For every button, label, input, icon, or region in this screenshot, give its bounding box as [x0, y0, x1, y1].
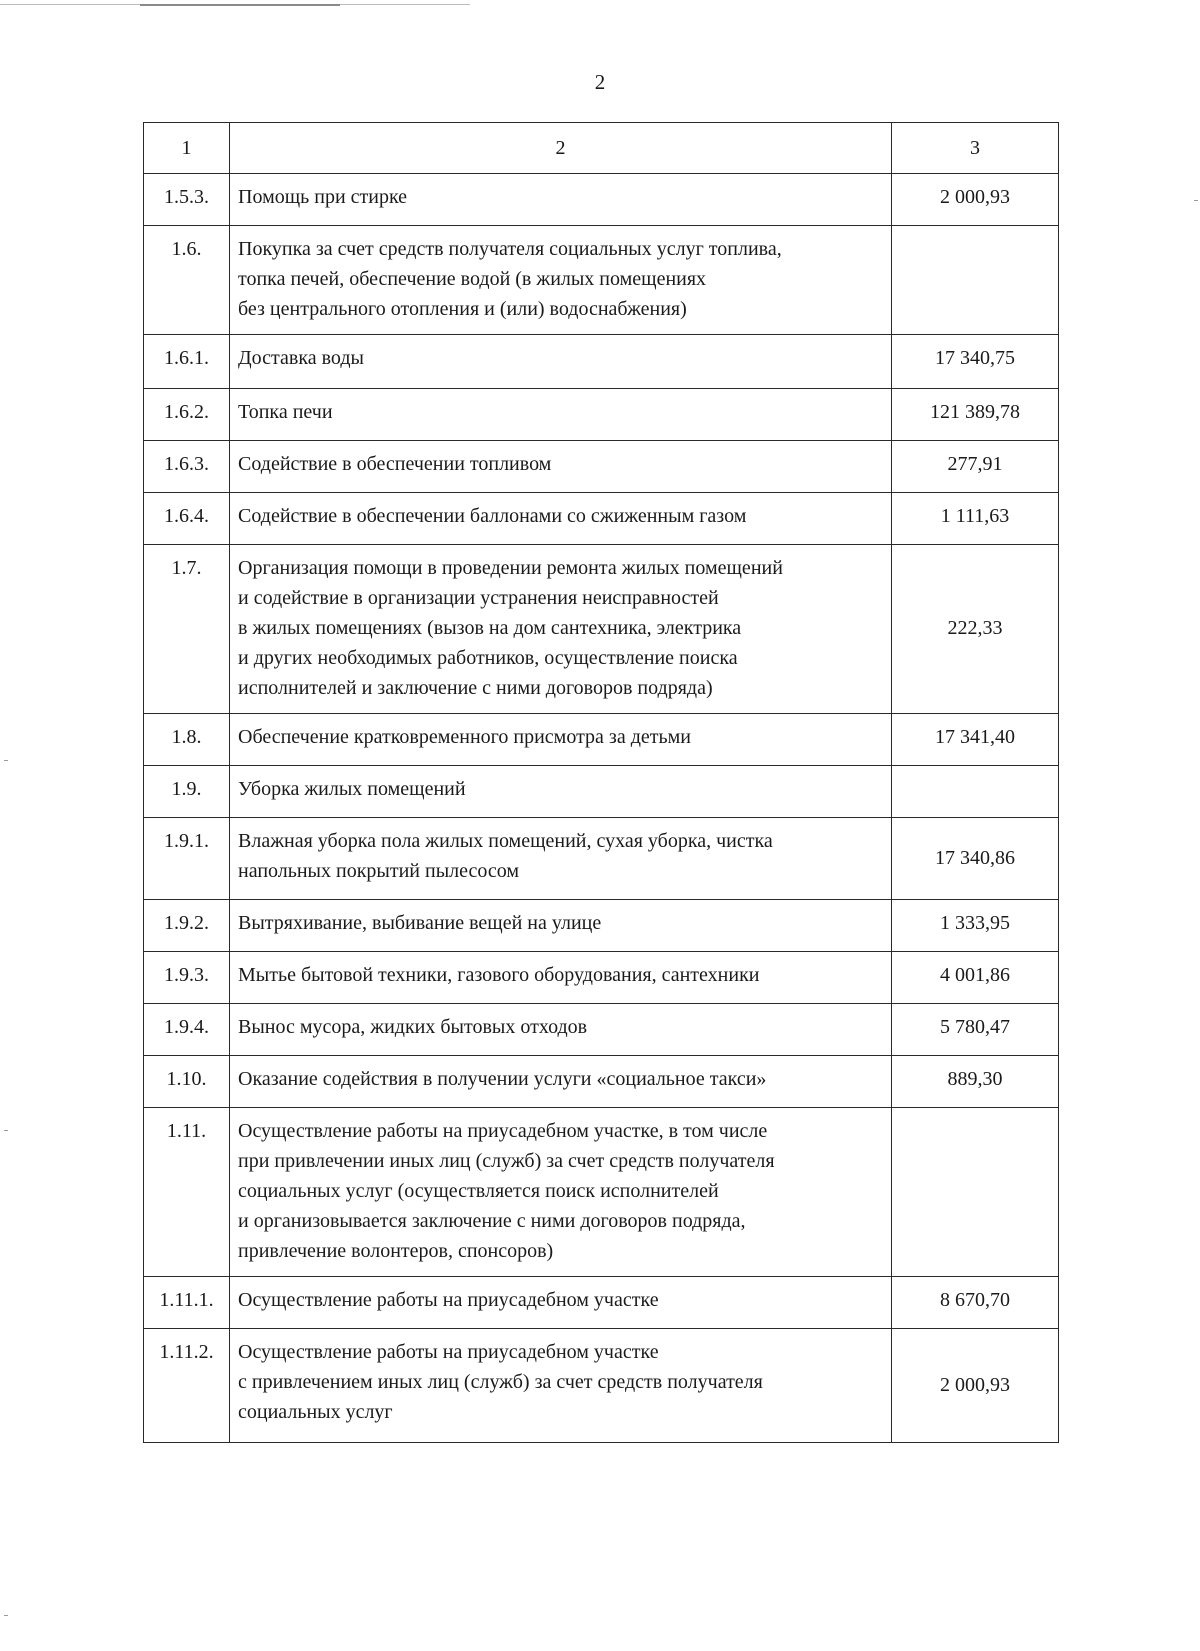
column-header: 1	[144, 123, 230, 174]
table-row	[144, 174, 1059, 226]
table-row	[144, 493, 1059, 545]
service-description: Вынос мусора, жидких бытовых отходов	[230, 1004, 892, 1056]
row-number: 1.8.	[144, 714, 230, 766]
service-rate-value	[892, 226, 1059, 335]
table-row	[144, 900, 1059, 952]
tariff-table	[143, 122, 1059, 1443]
row-number: 1.7.	[144, 545, 230, 714]
scan-speck	[4, 1130, 8, 1131]
service-description: Доставка воды	[230, 335, 892, 389]
table-row	[144, 818, 1059, 900]
service-description: Осуществление работы на приусадебном участке, в том числе при привлечении иных лиц (служб) за счет средств получателя социальных услуг (осуществляется поиск исполнителей и организовывается заключение с ними договоров подряда, привлечение волонтеров, спонсоров)	[230, 1108, 892, 1277]
row-number: 1.9.3.	[144, 952, 230, 1004]
service-description: Помощь при стирке	[230, 174, 892, 226]
row-number: 1.10.	[144, 1056, 230, 1108]
row-number: 1.11.1.	[144, 1277, 230, 1329]
service-description: Оказание содействия в получении услуги «социальное такси»	[230, 1056, 892, 1108]
service-description: Содействие в обеспечении топливом	[230, 441, 892, 493]
service-description: Осуществление работы на приусадебном участке с привлечением иных лиц (служб) за счет средств получателя социальных услуг	[230, 1329, 892, 1443]
table-row	[144, 1329, 1059, 1443]
table-row	[144, 389, 1059, 441]
scan-speck	[4, 760, 8, 761]
row-number: 1.11.	[144, 1108, 230, 1277]
service-rate-value: 1 333,95	[892, 900, 1059, 952]
service-description: Уборка жилых помещений	[230, 766, 892, 818]
column-header: 3	[892, 123, 1059, 174]
table-row	[144, 714, 1059, 766]
service-rate-value: 17 340,75	[892, 335, 1059, 389]
row-number: 1.6.2.	[144, 389, 230, 441]
table-row	[144, 952, 1059, 1004]
service-rate-value: 121 389,78	[892, 389, 1059, 441]
service-rate-value: 1 111,63	[892, 493, 1059, 545]
scan-speck	[4, 1615, 8, 1616]
tariff-table-body	[144, 123, 1059, 1443]
column-header: 2	[230, 123, 892, 174]
table-row	[144, 335, 1059, 389]
service-description: Покупка за счет средств получателя социальных услуг топлива, топка печей, обеспечение водой (в жилых помещениях без центрального отопления и (или) водоснабжения)	[230, 226, 892, 335]
table-row	[144, 441, 1059, 493]
table-row	[144, 226, 1059, 335]
scan-speck	[1194, 200, 1198, 201]
service-description: Вытряхивание, выбивание вещей на улице	[230, 900, 892, 952]
service-rate-value: 4 001,86	[892, 952, 1059, 1004]
page-number: 2	[594, 70, 606, 94]
service-rate-value: 222,33	[892, 545, 1059, 714]
service-rate-value	[892, 1108, 1059, 1277]
table-row	[144, 1277, 1059, 1329]
row-number: 1.6.4.	[144, 493, 230, 545]
table-row	[144, 1004, 1059, 1056]
service-description: Влажная уборка пола жилых помещений, сухая уборка, чистка напольных покрытий пылесосом	[230, 818, 892, 900]
table-row	[144, 1108, 1059, 1277]
service-description: Мытье бытовой техники, газового оборудования, сантехники	[230, 952, 892, 1004]
row-number: 1.9.4.	[144, 1004, 230, 1056]
service-rate-value: 5 780,47	[892, 1004, 1059, 1056]
service-description: Топка печи	[230, 389, 892, 441]
scan-edge-line-dark	[140, 4, 340, 6]
row-number: 1.6.3.	[144, 441, 230, 493]
row-number: 1.9.1.	[144, 818, 230, 900]
service-rate-value: 17 341,40	[892, 714, 1059, 766]
service-description: Содействие в обеспечении баллонами со сжиженным газом	[230, 493, 892, 545]
service-rate-value: 2 000,93	[892, 1329, 1059, 1443]
service-description: Осуществление работы на приусадебном участке	[230, 1277, 892, 1329]
table-header-row	[144, 123, 1059, 174]
service-description: Организация помощи в проведении ремонта жилых помещений и содействие в организации устранения неисправностей в жилых помещениях (вызов на дом сантехника, электрика и других необходимых работников, осуществление поиска исполнителей и заключение с ними договоров подряда)	[230, 545, 892, 714]
service-rate-value: 8 670,70	[892, 1277, 1059, 1329]
row-number: 1.5.3.	[144, 174, 230, 226]
table-row	[144, 1056, 1059, 1108]
row-number: 1.6.	[144, 226, 230, 335]
service-rate-value	[892, 766, 1059, 818]
service-rate-value: 17 340,86	[892, 818, 1059, 900]
table-row	[144, 766, 1059, 818]
service-description: Обеспечение кратковременного присмотра за детьми	[230, 714, 892, 766]
row-number: 1.9.2.	[144, 900, 230, 952]
service-rate-value: 277,91	[892, 441, 1059, 493]
row-number: 1.11.2.	[144, 1329, 230, 1443]
row-number: 1.9.	[144, 766, 230, 818]
service-rate-value: 2 000,93	[892, 174, 1059, 226]
service-rate-value: 889,30	[892, 1056, 1059, 1108]
row-number: 1.6.1.	[144, 335, 230, 389]
table-row	[144, 545, 1059, 714]
